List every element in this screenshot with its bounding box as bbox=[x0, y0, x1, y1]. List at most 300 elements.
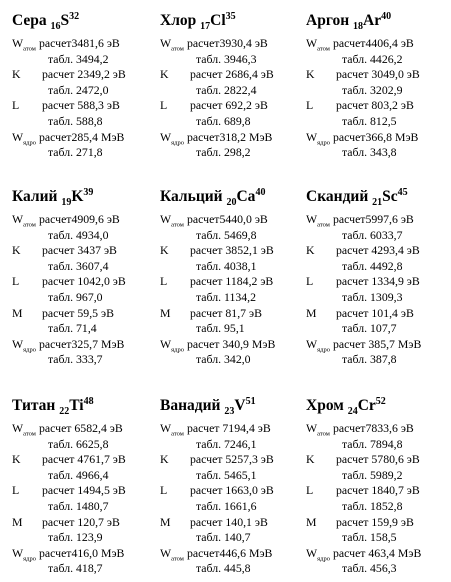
quantity-label bbox=[160, 36, 184, 52]
quantity-label bbox=[160, 337, 184, 353]
table-row bbox=[306, 499, 451, 515]
calc-value: расчет 159,9 эВ bbox=[336, 514, 414, 529]
calc-row bbox=[12, 337, 162, 353]
mass-number: 48 bbox=[83, 395, 94, 407]
calc-row bbox=[306, 452, 451, 468]
calc-value: расчет 1840,7 эВ bbox=[336, 483, 420, 498]
quantity-label bbox=[160, 515, 171, 531]
atomic-number: 20 bbox=[226, 197, 237, 209]
calc-value: расчет 120,7 эВ bbox=[42, 514, 120, 529]
quantity-symbol: M bbox=[160, 514, 171, 529]
calc-row bbox=[160, 546, 310, 562]
quantity-label bbox=[160, 546, 184, 562]
element-name: Хлор bbox=[160, 12, 197, 29]
calc-value: расчет 2686,4 эВ bbox=[190, 67, 274, 82]
quantity-subscript: атом bbox=[317, 221, 330, 229]
quantity-label bbox=[12, 515, 23, 531]
quantity-subscript: атом bbox=[23, 430, 36, 438]
calc-row bbox=[12, 452, 162, 468]
element-name: Калий bbox=[12, 188, 58, 205]
quantity-symbol: K bbox=[12, 452, 21, 467]
table-value: табл. 3202,9 bbox=[342, 82, 403, 97]
calc-value: расчет 5257,3 эВ bbox=[190, 452, 274, 467]
quantity-symbol: K bbox=[160, 243, 169, 258]
table-value: табл. 342,0 bbox=[196, 352, 251, 367]
quantity-symbol: W bbox=[12, 545, 24, 560]
table-value: табл. 271,8 bbox=[48, 145, 103, 160]
element-name: Аргон bbox=[306, 12, 350, 29]
table-row bbox=[12, 114, 162, 130]
quantity-symbol: M bbox=[12, 514, 23, 529]
quantity-label bbox=[306, 515, 317, 531]
quantity-symbol: W bbox=[306, 212, 318, 226]
calc-value: расчет 1184,2 эВ bbox=[190, 274, 274, 289]
quantity-subscript: ядро bbox=[23, 555, 36, 563]
quantity-subscript: атом bbox=[317, 45, 330, 53]
element-block bbox=[160, 397, 310, 577]
calc-value: расчет3481,6 эВ bbox=[39, 36, 120, 50]
quantity-symbol: M bbox=[160, 305, 171, 320]
calc-row bbox=[160, 452, 310, 468]
table-row bbox=[12, 352, 162, 368]
table-value: табл. 2822,4 bbox=[196, 82, 257, 97]
element-title bbox=[160, 10, 310, 33]
calc-value: расчет 4293,4 эВ bbox=[336, 243, 420, 258]
quantity-label bbox=[160, 67, 169, 83]
table-row bbox=[160, 290, 310, 306]
quantity-subscript: атом bbox=[171, 555, 184, 563]
calc-value: расчет 385,7 МэВ bbox=[333, 336, 422, 351]
calc-value: расчет325,7 МэВ bbox=[39, 336, 125, 351]
element-block bbox=[12, 188, 162, 368]
quantity-symbol: W bbox=[160, 129, 172, 144]
calc-value: расчет 2349,2 эВ bbox=[42, 67, 126, 82]
element-symbol: K bbox=[71, 188, 84, 205]
calc-value: расчет 692,2 эВ bbox=[190, 98, 268, 113]
quantity-subscript: ядро bbox=[23, 346, 36, 354]
quantity-symbol: W bbox=[12, 212, 24, 226]
quantity-symbol: W bbox=[306, 336, 318, 351]
calc-value: расчет 1663,0 эВ bbox=[190, 483, 274, 498]
table-row bbox=[12, 83, 162, 99]
calc-value: расчет 340,9 МэВ bbox=[187, 336, 276, 351]
quantity-subscript: ядро bbox=[23, 138, 36, 146]
quantity-label bbox=[160, 130, 184, 146]
quantity-subscript: атом bbox=[171, 221, 184, 229]
table-value: табл. 333,7 bbox=[48, 352, 103, 367]
table-row bbox=[306, 321, 451, 337]
table-value: табл. 3494,2 bbox=[48, 51, 109, 66]
quantity-symbol: W bbox=[306, 129, 318, 144]
calc-value: расчет 7194,4 эВ bbox=[187, 421, 271, 435]
table-row bbox=[160, 259, 310, 275]
calc-value: расчет 4761,7 эВ bbox=[42, 452, 126, 467]
quantity-symbol: K bbox=[12, 243, 21, 258]
quantity-symbol: W bbox=[160, 545, 172, 560]
calc-row bbox=[306, 98, 451, 114]
table-row bbox=[160, 499, 310, 515]
table-value: табл. 3607,4 bbox=[48, 258, 109, 273]
table-row bbox=[160, 530, 310, 546]
table-row bbox=[12, 437, 162, 453]
mass-number: 40 bbox=[381, 10, 392, 22]
quantity-symbol: K bbox=[306, 243, 315, 258]
calc-row bbox=[306, 337, 451, 353]
mass-number: 40 bbox=[255, 186, 266, 198]
calc-value: расчет5997,6 эВ bbox=[333, 212, 414, 226]
calc-value: расчет 140,1 эВ bbox=[190, 514, 268, 529]
calc-row bbox=[306, 130, 451, 146]
table-row bbox=[306, 561, 451, 577]
table-row bbox=[12, 259, 162, 275]
quantity-symbol: K bbox=[12, 67, 21, 82]
quantity-label bbox=[306, 212, 330, 228]
element-block bbox=[160, 188, 310, 368]
table-value: табл. 812,5 bbox=[342, 113, 397, 128]
calc-value: расчет 59,5 эВ bbox=[42, 305, 114, 320]
table-value: табл. 7246,1 bbox=[196, 436, 257, 451]
table-row bbox=[12, 290, 162, 306]
calc-row bbox=[160, 483, 310, 499]
quantity-label bbox=[306, 130, 330, 146]
table-value: табл. 418,7 bbox=[48, 561, 103, 576]
table-value: табл. 445,8 bbox=[196, 561, 251, 576]
table-value: табл. 4492,8 bbox=[342, 258, 403, 273]
table-row bbox=[12, 145, 162, 161]
table-row bbox=[12, 499, 162, 515]
element-symbol: Cl bbox=[210, 12, 226, 29]
table-value: табл. 387,8 bbox=[342, 352, 397, 367]
quantity-subscript: атом bbox=[171, 430, 184, 438]
quantity-symbol: L bbox=[12, 274, 20, 289]
element-name: Кальций bbox=[160, 188, 223, 205]
element-symbol: Sc bbox=[382, 188, 398, 205]
quantity-symbol: L bbox=[306, 98, 314, 113]
quantity-label bbox=[12, 67, 21, 83]
element-title bbox=[306, 10, 451, 33]
calc-row bbox=[160, 306, 310, 322]
quantity-label bbox=[306, 98, 313, 114]
calc-row bbox=[306, 306, 451, 322]
quantity-symbol: W bbox=[160, 421, 172, 435]
quantity-symbol: W bbox=[306, 421, 318, 435]
quantity-symbol: M bbox=[12, 305, 23, 320]
table-row bbox=[160, 352, 310, 368]
table-row bbox=[160, 437, 310, 453]
calc-row bbox=[160, 421, 310, 437]
quantity-subscript: атом bbox=[23, 45, 36, 53]
table-value: табл. 107,7 bbox=[342, 321, 397, 336]
calc-value: расчет 81,7 эВ bbox=[190, 305, 262, 320]
quantity-label bbox=[12, 421, 36, 437]
quantity-label bbox=[12, 36, 36, 52]
atomic-number: 19 bbox=[61, 197, 72, 209]
table-value: табл. 456,3 bbox=[342, 561, 397, 576]
element-title bbox=[12, 186, 162, 209]
table-row bbox=[306, 530, 451, 546]
table-row bbox=[12, 52, 162, 68]
quantity-label bbox=[12, 546, 36, 562]
mass-number: 32 bbox=[69, 10, 80, 22]
calc-value: расчет 1334,9 эВ bbox=[336, 274, 420, 289]
calc-row bbox=[306, 515, 451, 531]
element-block bbox=[12, 397, 162, 577]
table-row bbox=[12, 468, 162, 484]
calc-row bbox=[160, 515, 310, 531]
quantity-label bbox=[12, 130, 36, 146]
quantity-label bbox=[12, 483, 19, 499]
atomic-number: 16 bbox=[50, 21, 61, 33]
quantity-label bbox=[12, 98, 19, 114]
calc-row bbox=[12, 130, 162, 146]
table-value: табл. 689,8 bbox=[196, 113, 251, 128]
table-value: табл. 6625,8 bbox=[48, 436, 109, 451]
calc-value: расчет3930,4 эВ bbox=[187, 36, 268, 50]
quantity-subscript: атом bbox=[317, 430, 330, 438]
quantity-symbol: L bbox=[306, 274, 314, 289]
calc-row bbox=[12, 483, 162, 499]
quantity-symbol: W bbox=[160, 212, 172, 226]
table-row bbox=[306, 228, 451, 244]
table-value: табл. 5469,8 bbox=[196, 227, 257, 242]
table-value: табл. 4934,0 bbox=[48, 227, 109, 242]
table-value: табл. 1661,6 bbox=[196, 498, 257, 513]
calc-value: расчет7833,6 эВ bbox=[333, 421, 414, 435]
quantity-symbol: W bbox=[12, 336, 24, 351]
mass-number: 51 bbox=[245, 395, 256, 407]
quantity-symbol: L bbox=[12, 98, 20, 113]
table-value: табл. 123,9 bbox=[48, 530, 103, 545]
element-block bbox=[12, 12, 162, 161]
element-block bbox=[160, 12, 310, 161]
table-row bbox=[306, 352, 451, 368]
calc-row bbox=[160, 274, 310, 290]
table-value: табл. 1480,7 bbox=[48, 498, 109, 513]
quantity-label bbox=[160, 212, 184, 228]
calc-row bbox=[160, 98, 310, 114]
quantity-symbol: W bbox=[12, 129, 24, 144]
table-value: табл. 140,7 bbox=[196, 530, 251, 545]
quantity-symbol: W bbox=[160, 336, 172, 351]
calc-row bbox=[306, 36, 451, 52]
calc-value: расчет 463,4 МэВ bbox=[333, 545, 422, 560]
table-row bbox=[160, 83, 310, 99]
calc-row bbox=[306, 67, 451, 83]
quantity-label bbox=[306, 306, 317, 322]
quantity-subscript: ядро bbox=[317, 138, 330, 146]
quantity-symbol: W bbox=[12, 421, 24, 435]
calc-value: расчет285,4 МэВ bbox=[39, 129, 125, 144]
table-row bbox=[306, 259, 451, 275]
quantity-label bbox=[12, 212, 36, 228]
quantity-label bbox=[306, 546, 330, 562]
quantity-label bbox=[160, 452, 169, 468]
calc-value: расчет4909,6 эВ bbox=[39, 212, 120, 226]
table-row bbox=[12, 321, 162, 337]
atomic-number: 17 bbox=[200, 21, 211, 33]
table-value: табл. 967,0 bbox=[48, 289, 103, 304]
table-row bbox=[160, 114, 310, 130]
element-block bbox=[306, 12, 451, 161]
calc-row bbox=[12, 67, 162, 83]
element-symbol: Ca bbox=[236, 188, 256, 205]
calc-row bbox=[160, 36, 310, 52]
element-title bbox=[306, 186, 451, 209]
calc-row bbox=[12, 306, 162, 322]
table-row bbox=[160, 321, 310, 337]
table-value: табл. 588,8 bbox=[48, 113, 103, 128]
quantity-label bbox=[306, 36, 330, 52]
calc-value: расчет 6582,4 эВ bbox=[39, 421, 123, 435]
calc-row bbox=[160, 130, 310, 146]
element-symbol: Cr bbox=[357, 397, 376, 414]
calc-value: расчет 5780,6 эВ bbox=[336, 452, 420, 467]
quantity-label bbox=[12, 306, 23, 322]
quantity-subscript: атом bbox=[23, 221, 36, 229]
table-row bbox=[306, 437, 451, 453]
quantity-symbol: M bbox=[306, 514, 317, 529]
calc-row bbox=[160, 337, 310, 353]
atomic-number: 18 bbox=[353, 21, 364, 33]
calc-value: расчет 1494,5 эВ bbox=[42, 483, 126, 498]
quantity-symbol: K bbox=[306, 67, 315, 82]
calc-row bbox=[12, 243, 162, 259]
quantity-label bbox=[160, 243, 169, 259]
calc-row bbox=[160, 67, 310, 83]
quantity-label bbox=[160, 483, 167, 499]
calc-row bbox=[306, 483, 451, 499]
quantity-label bbox=[306, 337, 330, 353]
quantity-label bbox=[306, 67, 315, 83]
element-title bbox=[160, 395, 310, 418]
calc-row bbox=[12, 212, 162, 228]
calc-value: расчет4406,4 эВ bbox=[333, 36, 414, 50]
calc-row bbox=[12, 515, 162, 531]
quantity-symbol: K bbox=[306, 452, 315, 467]
calc-value: расчет 3437 эВ bbox=[42, 243, 117, 258]
table-row bbox=[306, 114, 451, 130]
quantity-label bbox=[160, 306, 171, 322]
quantity-subscript: ядро bbox=[317, 555, 330, 563]
element-name: Титан bbox=[12, 397, 56, 414]
calc-value: расчет318,2 МэВ bbox=[187, 129, 273, 144]
calc-row bbox=[12, 546, 162, 562]
element-symbol: Ar bbox=[363, 12, 382, 29]
calc-value: расчет 803,2 эВ bbox=[336, 98, 414, 113]
calc-row bbox=[306, 274, 451, 290]
element-block bbox=[306, 188, 451, 368]
element-name: Скандий bbox=[306, 188, 369, 205]
table-row bbox=[160, 145, 310, 161]
calc-value: расчет446,6 МэВ bbox=[187, 545, 273, 560]
table-row bbox=[306, 468, 451, 484]
element-title bbox=[160, 186, 310, 209]
table-value: табл. 343,8 bbox=[342, 145, 397, 160]
table-row bbox=[12, 228, 162, 244]
calc-value: расчет 1042,0 эВ bbox=[42, 274, 126, 289]
table-value: табл. 5989,2 bbox=[342, 467, 403, 482]
element-title bbox=[306, 395, 451, 418]
table-row bbox=[12, 561, 162, 577]
quantity-symbol: M bbox=[306, 305, 317, 320]
table-value: табл. 71,4 bbox=[48, 321, 97, 336]
mass-number: 45 bbox=[397, 186, 408, 198]
calc-value: расчет 588,3 эВ bbox=[42, 98, 120, 113]
quantity-symbol: L bbox=[160, 274, 168, 289]
quantity-symbol: L bbox=[160, 98, 168, 113]
atomic-number: 22 bbox=[59, 406, 70, 418]
quantity-label bbox=[12, 452, 21, 468]
quantity-symbol: W bbox=[12, 36, 24, 50]
table-value: табл. 6033,7 bbox=[342, 227, 403, 242]
table-value: табл. 298,2 bbox=[196, 145, 251, 160]
quantity-label bbox=[306, 243, 315, 259]
table-value: табл. 1852,8 bbox=[342, 498, 403, 513]
quantity-label bbox=[12, 274, 19, 290]
table-value: табл. 158,5 bbox=[342, 530, 397, 545]
element-block bbox=[306, 397, 451, 577]
table-row bbox=[160, 52, 310, 68]
calc-value: расчет 101,4 эВ bbox=[336, 305, 414, 320]
quantity-subscript: ядро bbox=[171, 138, 184, 146]
table-value: табл. 2472,0 bbox=[48, 82, 109, 97]
table-row bbox=[12, 530, 162, 546]
atomic-number: 21 bbox=[372, 197, 383, 209]
calc-value: расчет 3049,0 эВ bbox=[336, 67, 420, 82]
table-row bbox=[160, 228, 310, 244]
quantity-symbol: L bbox=[12, 483, 20, 498]
table-value: табл. 3946,3 bbox=[196, 51, 257, 66]
table-value: табл. 1309,3 bbox=[342, 289, 403, 304]
table-row bbox=[306, 83, 451, 99]
calc-value: расчет416,0 МэВ bbox=[39, 545, 125, 560]
calc-row bbox=[306, 546, 451, 562]
quantity-symbol: K bbox=[160, 67, 169, 82]
table-value: табл. 7894,8 bbox=[342, 436, 403, 451]
calc-row bbox=[306, 212, 451, 228]
quantity-symbol: K bbox=[160, 452, 169, 467]
calc-value: расчет5440,0 эВ bbox=[187, 212, 268, 226]
element-symbol: Ti bbox=[69, 397, 84, 414]
quantity-label bbox=[160, 98, 167, 114]
element-name: Хром bbox=[306, 397, 344, 414]
calc-value: расчет 3852,1 эВ bbox=[190, 243, 274, 258]
quantity-label bbox=[306, 274, 313, 290]
element-title bbox=[12, 395, 162, 418]
calc-row bbox=[306, 421, 451, 437]
table-row bbox=[306, 145, 451, 161]
mass-number: 52 bbox=[375, 395, 386, 407]
table-row bbox=[306, 52, 451, 68]
quantity-subscript: ядро bbox=[171, 346, 184, 354]
quantity-symbol: L bbox=[306, 483, 314, 498]
element-symbol: V bbox=[234, 397, 246, 414]
calc-row bbox=[160, 243, 310, 259]
calc-row bbox=[12, 274, 162, 290]
quantity-label bbox=[306, 483, 313, 499]
element-name: Сера bbox=[12, 12, 47, 29]
table-value: табл. 5465,1 bbox=[196, 467, 257, 482]
quantity-symbol: W bbox=[306, 545, 318, 560]
calc-row bbox=[12, 36, 162, 52]
table-value: табл. 95,1 bbox=[196, 321, 245, 336]
element-symbol: S bbox=[60, 12, 70, 29]
calc-value: расчет366,8 МэВ bbox=[333, 129, 419, 144]
table-row bbox=[160, 468, 310, 484]
calc-row bbox=[12, 98, 162, 114]
quantity-symbol: W bbox=[306, 36, 318, 50]
table-value: табл. 1134,2 bbox=[196, 289, 257, 304]
